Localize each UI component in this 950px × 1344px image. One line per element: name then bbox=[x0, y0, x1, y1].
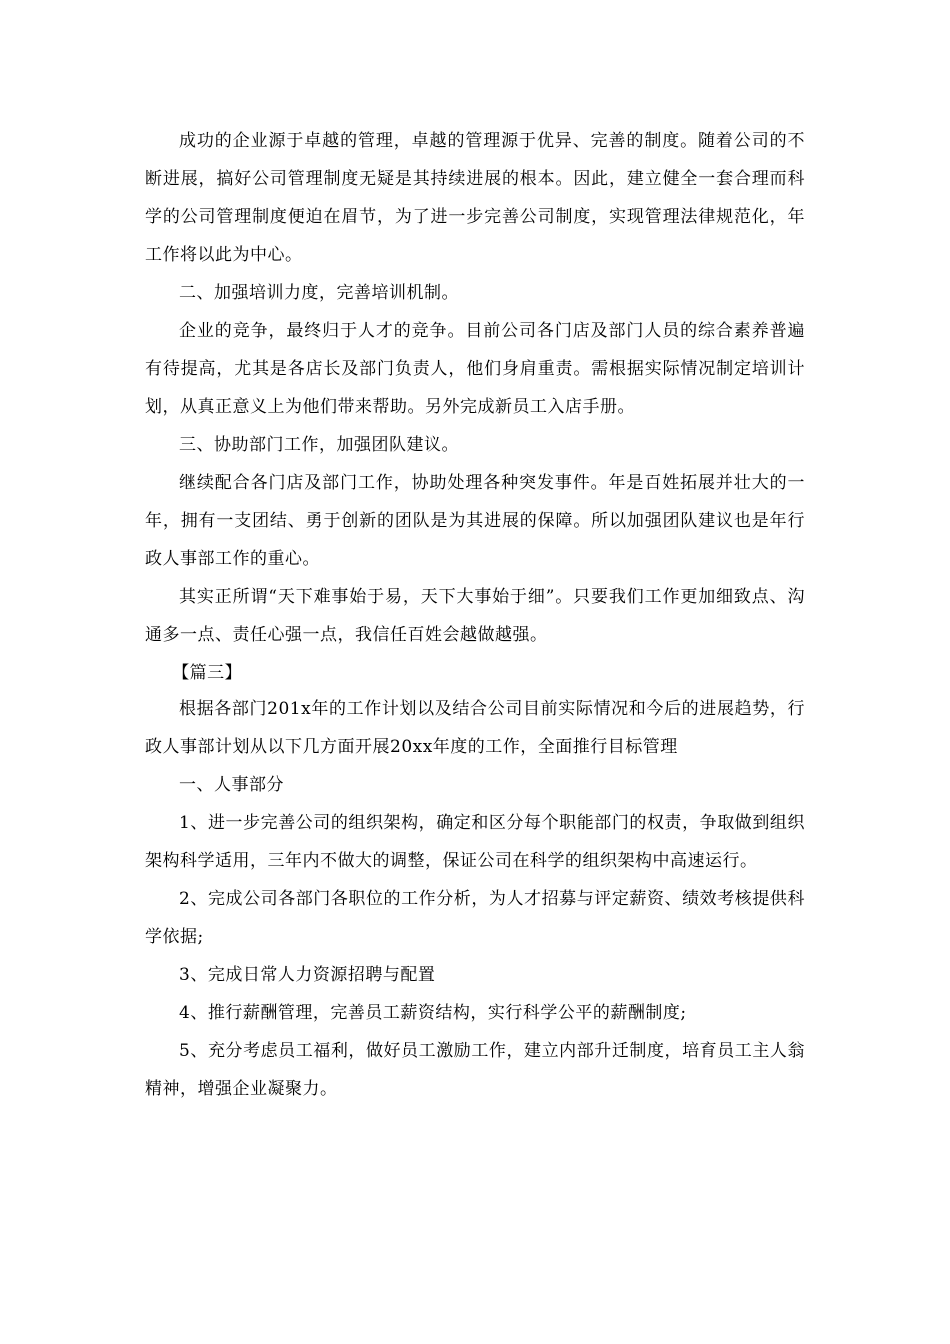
list-item: 4、推行薪酬管理，完善员工薪资结构，实行科学公平的薪酬制度; bbox=[179, 1003, 687, 1023]
closing-paragraph: 其实正所谓“天下难事始于易，天下大事始于细”。只要我们工作更加细致点、沟通多一点、责任心强一点，我信任百姓会越做越强。 bbox=[145, 587, 805, 645]
heading-hr: 一、人事部分 bbox=[179, 775, 284, 795]
list-item: 5、充分考虑员工福利，做好员工激励工作，建立内部升迁制度，培育员工主人翁精神，增强企业凝聚力。 bbox=[145, 1041, 805, 1099]
intro-paragraph: 成功的企业源于卓越的管理，卓越的管理源于优异、完善的制度。随着公司的不断进展，搞好公司管理制度无疑是其持续进展的根本。因此，建立健全一套合理而科学的公司管理制度便迫在眉节，为了进一步完善公司制度，实现管理法律规范化，年工作将以此为中心。 bbox=[145, 131, 805, 265]
chapter-title: 【篇三】 bbox=[172, 663, 243, 683]
list-item: 3、完成日常人力资源招聘与配置 bbox=[179, 965, 436, 985]
list-item: 2、完成公司各部门各职位的工作分析，为人才招募与评定薪资、绩效考核提供科学依据; bbox=[145, 889, 805, 947]
heading-teamwork: 三、协助部门工作，加强团队建议。 bbox=[179, 435, 459, 455]
section-two bbox=[145, 690, 805, 1108]
heading-training: 二、加强培训力度，完善培训机制。 bbox=[179, 283, 459, 303]
training-paragraph: 企业的竞争，最终归于人才的竞争。目前公司各门店及部门人员的综合素养普遍有待提高，尤其是各店长及部门负责人，他们身肩重责。需根据实际情况制定培训计划，从真正意义上为他们带来帮助。另外完成新员工入店手册。 bbox=[145, 321, 805, 417]
plan-intro-paragraph: 根据各部门201x年的工作计划以及结合公司目前实际情况和今后的进展趋势，行政人事部计划从以下几方面开展20xx年度的工作，全面推行目标管理 bbox=[145, 699, 805, 757]
section-one bbox=[145, 122, 805, 692]
list-item: 1、进一步完善公司的组织架构，确定和区分每个职能部门的权责，争取做到组织架构科学适用，三年内不做大的调整，保证公司在科学的组织架构中高速运行。 bbox=[145, 813, 805, 871]
teamwork-paragraph: 继续配合各门店及部门工作，协助处理各种突发事件。年是百姓拓展并壮大的一年，拥有一支团结、勇于创新的团队是为其进展的保障。所以加强团队建议也是年行政人事部工作的重心。 bbox=[145, 473, 805, 569]
